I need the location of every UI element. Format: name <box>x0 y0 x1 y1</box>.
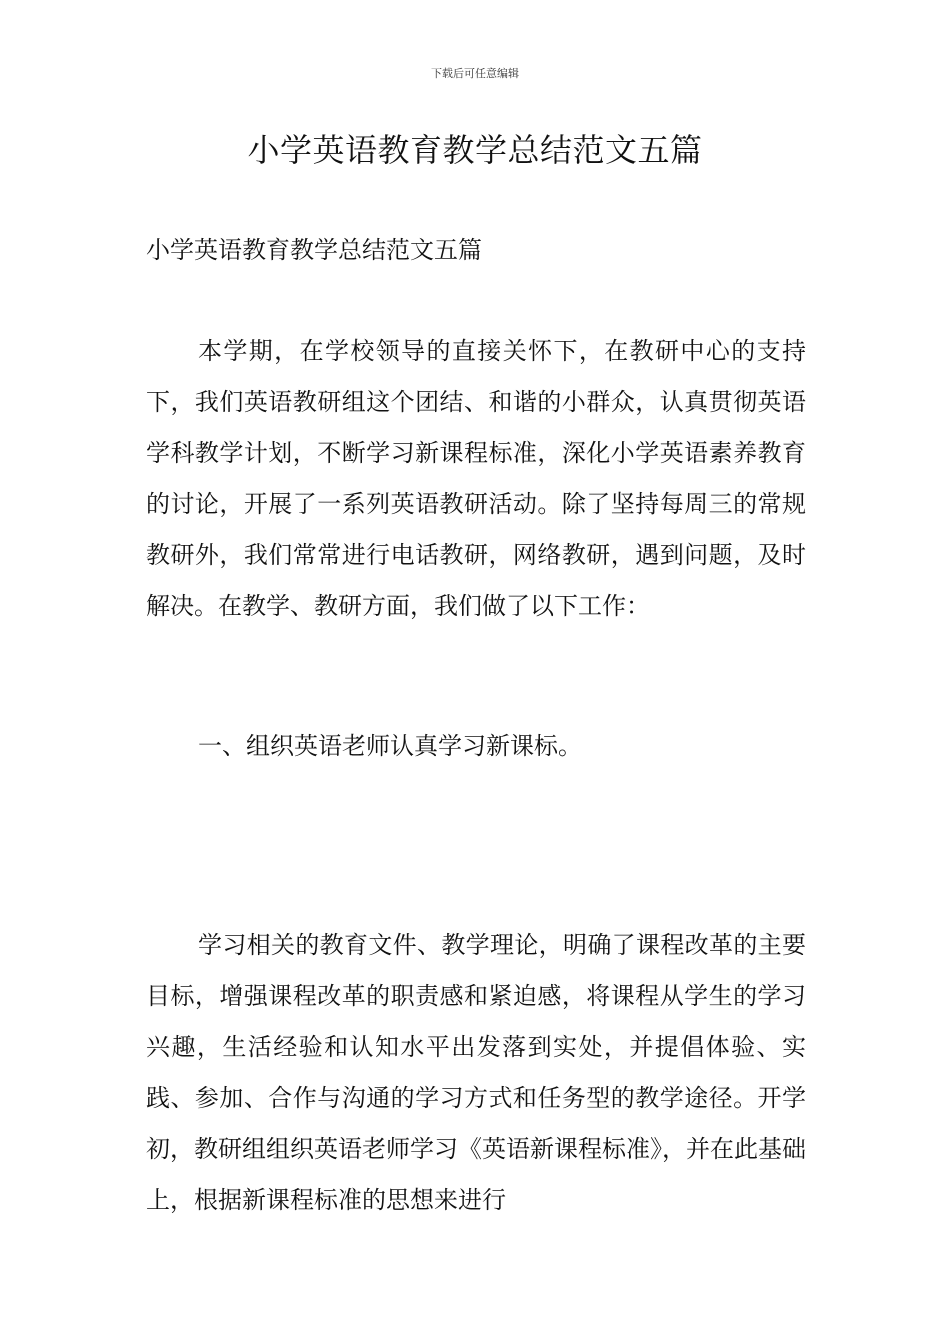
document-title: 小学英语教育教学总结范文五篇 <box>247 131 703 169</box>
header-note: 下载后可任意编辑 <box>431 67 519 80</box>
document-subtitle: 小学英语教育教学总结范文五篇 <box>146 236 482 264</box>
body-paragraph: 本学期，在学校领导的直接关怀下，在教研中心的支持下，我们英语教研组这个团结、和谐的小群众，认真贯彻英语学科教学计划，不断学习新课程标准，深化小学英语素养教育的讨论，开展了一系列英语教研活动。除了坚持每周三的常规教研外，我们常常进行电话教研，网络教研，遇到问题，及时解决。在教学、教研方面，我们做了以下工作： <box>146 337 806 620</box>
body-paragraph: 学习相关的教育文件、教学理论，明确了课程改革的主要目标，增强课程改革的职责感和紧迫感，将课程从学生的学习兴趣，生活经验和认知水平出发落到实处，并提倡体验、实践、参加、合作与沟通的学习方式和任务型的教学途径。开学初，教研组组织英语老师学习《英语新课程标准》，并在此基础上，根据新课程标准的思想来进行 <box>146 931 806 1214</box>
section-heading: 一、组织英语老师认真学习新课标。 <box>198 732 582 760</box>
